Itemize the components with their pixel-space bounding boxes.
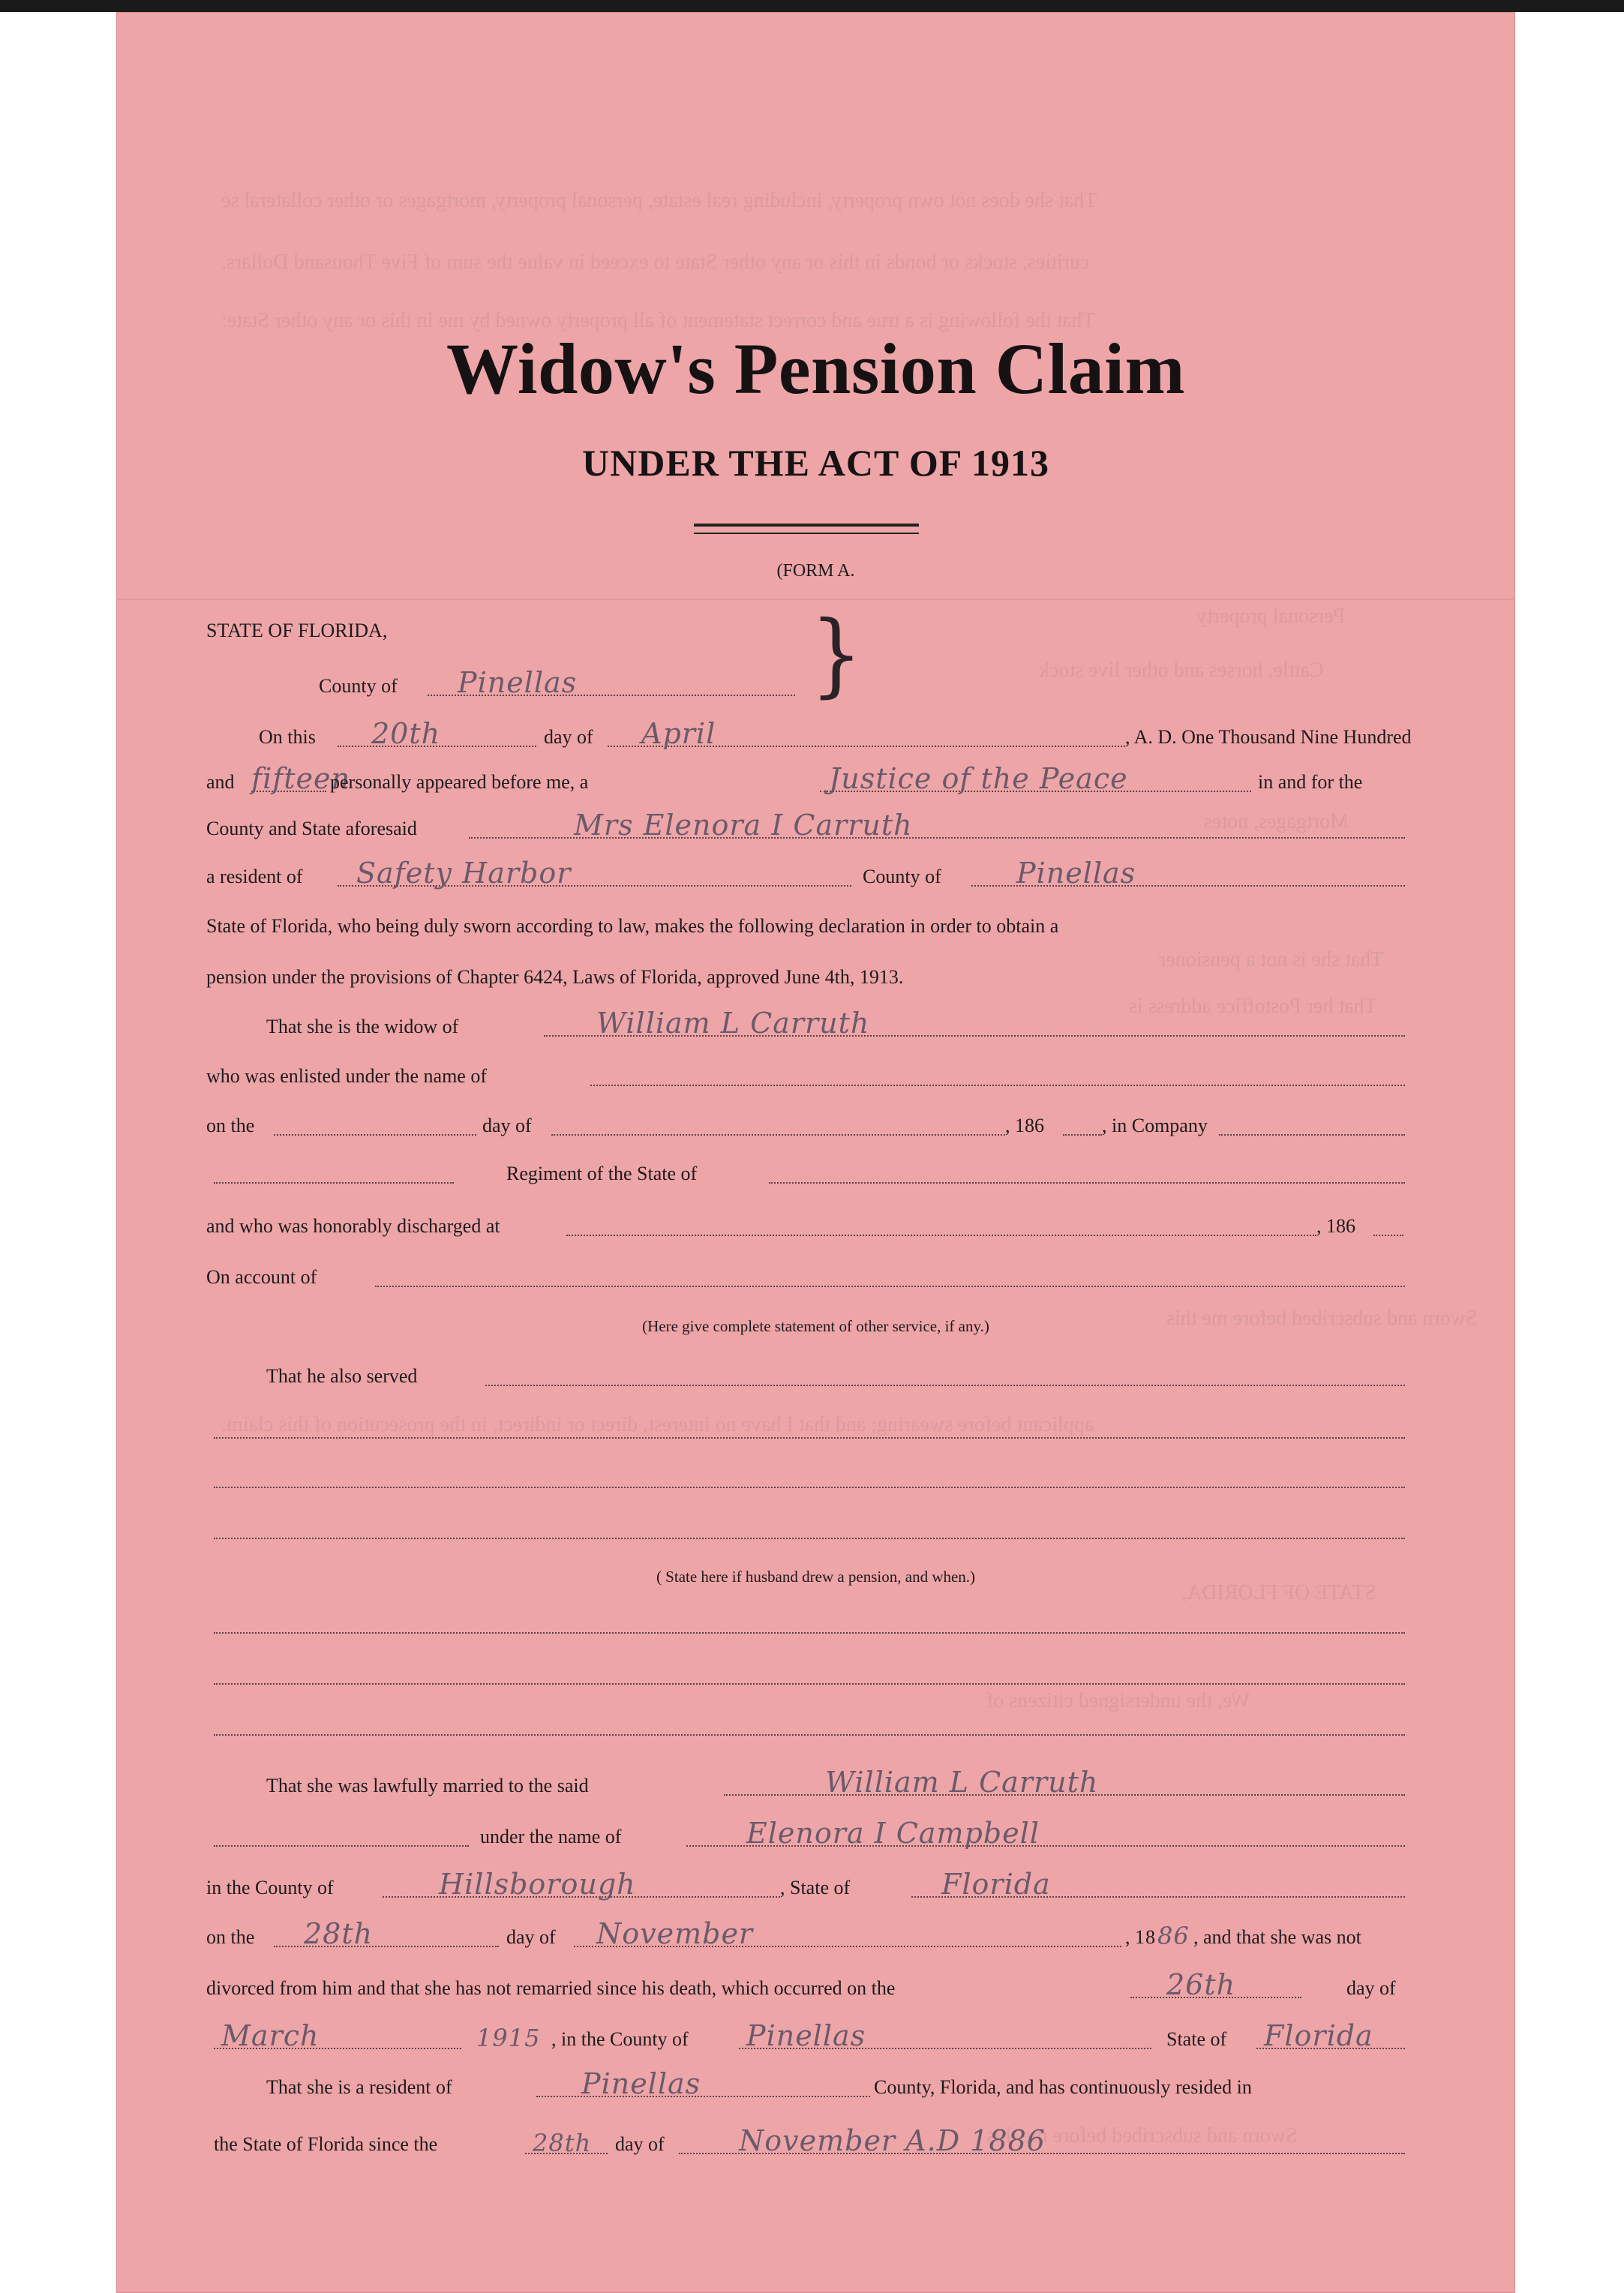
discharged-field[interactable] — [566, 1235, 1316, 1236]
regiment-state-field[interactable] — [769, 1182, 1405, 1184]
year-word-value: fifteen — [251, 762, 351, 795]
blank-field[interactable] — [214, 1487, 1405, 1488]
county-line — [116, 666, 1515, 702]
date-line — [116, 717, 1515, 753]
discharged-label: and who was honorably discharged at — [206, 1215, 500, 1237]
blank-line — [116, 1412, 1515, 1445]
county-label: County of — [319, 675, 398, 697]
declaration-line — [116, 909, 1515, 942]
widow-of-label: That she is the widow of — [266, 1016, 459, 1037]
state-label: STATE OF FLORIDA, — [206, 620, 388, 641]
in-county-label: , in the County of — [551, 2028, 689, 2050]
marriage-state-value: Florida — [941, 1868, 1051, 1901]
widow-of-line — [116, 1007, 1515, 1043]
blank-line — [116, 1607, 1515, 1640]
account-field[interactable] — [375, 1286, 1405, 1287]
bleed-through-text: Sworn and subscribed before me this — [986, 2124, 1298, 2147]
year186b-label: , 186 — [1316, 1215, 1355, 1237]
death-year-value: 1915 — [476, 2024, 541, 2052]
enlisted-line — [116, 1059, 1515, 1092]
residence-line — [116, 857, 1515, 893]
declaration-text: State of Florida, who being duly sworn according to law, makes the following declaration in order to obtain a — [206, 915, 1059, 937]
discharge-year-field[interactable] — [1373, 1235, 1403, 1236]
company-field[interactable] — [1219, 1134, 1405, 1136]
form-label: (FORM A. — [776, 561, 855, 581]
brace-glyph: } — [810, 601, 863, 707]
declaration-line — [116, 960, 1515, 993]
blank-field[interactable] — [214, 1734, 1405, 1736]
day-of-label: day of — [615, 2133, 665, 2155]
bleed-through-text: curities, stocks or bonds in this or any other State to exceed in value the sum of Five Thousand Dollars. — [221, 251, 1090, 274]
enlist-month-field[interactable] — [551, 1134, 1005, 1136]
bleed-through-text: STATE OF FLORIDA, — [1181, 1581, 1376, 1604]
marriage-year-value: 86 — [1157, 1922, 1190, 1950]
in-county-label: in the County of — [206, 1877, 334, 1898]
on-the-label: on the — [206, 1115, 255, 1136]
blank-line — [116, 1709, 1515, 1742]
married-line — [116, 1766, 1515, 1802]
blank-line — [116, 1461, 1515, 1494]
res-county-value: Pinellas — [1016, 857, 1136, 890]
claimant-value: Mrs Elenora I Carruth — [574, 809, 913, 842]
day-value: 20th — [371, 717, 441, 750]
enlist-day-field[interactable] — [274, 1134, 476, 1136]
scan-top-edge — [0, 0, 1624, 12]
also-served-field[interactable] — [485, 1385, 1405, 1386]
death-line — [116, 1968, 1515, 2004]
blank-field[interactable] — [214, 1632, 1405, 1634]
since-day-value: 28th — [533, 2129, 592, 2157]
bleed-through-text: That the following is a true and correct statement of all property owned by me in this or any other State: — [221, 309, 1095, 332]
account-line — [116, 1260, 1515, 1293]
state-of-label: State of — [1166, 2028, 1227, 2050]
title-rule — [694, 533, 919, 534]
enlisted-field[interactable] — [590, 1085, 1405, 1086]
and-label: and — [206, 771, 235, 793]
service-note: (Here give complete statement of other service, if any.) — [642, 1317, 989, 1335]
marriage-year-prefix: , 1 — [1125, 1926, 1145, 1948]
resident-line-label: That she is a resident of — [266, 2076, 452, 2098]
since-date-value: November A.D 1886 — [739, 2124, 1046, 2157]
enlist-date-line — [116, 1109, 1515, 1142]
divorced-text: divorced from him and that she has not remarried since his death, which occurred on the — [206, 1977, 896, 1999]
enlisted-label: who was enlisted under the name of — [206, 1065, 488, 1087]
also-served-label: That he also served — [266, 1365, 418, 1387]
current-residence-line — [116, 2067, 1515, 2103]
bleed-through-text: That her Postoffice address is — [1129, 995, 1377, 1018]
form-title: Widow's Pension Claim — [446, 329, 1185, 409]
marriage-date-line — [116, 1917, 1515, 1953]
bleed-through-text: That she does not own property, including real estate, personal property, mortgages or other collateral se — [221, 189, 1097, 212]
discharged-line — [116, 1209, 1515, 1242]
marriage-month-value: November — [596, 1917, 754, 1950]
maiden-name-value: Elenora I Campbell — [746, 1817, 1040, 1850]
maiden-prefix-field[interactable] — [214, 1845, 469, 1847]
county-state-label: County and State aforesaid — [206, 818, 417, 839]
since-line — [116, 2124, 1515, 2160]
maiden-name-line — [116, 1817, 1515, 1853]
bleed-through-text: That she is not a pensioner — [1159, 948, 1384, 971]
bleed-through-text: Cattle, horses and other live stock — [1039, 659, 1324, 682]
regiment-line — [116, 1157, 1515, 1190]
year186-label: , 186 — [1005, 1115, 1044, 1136]
death-county-value: Pinellas — [746, 2019, 866, 2052]
bleed-through-text: applicant before swearing; and that I have no interest, direct or indirect, in the prosecution of this claim. — [221, 1413, 1094, 1436]
in-and-for-label: in and for the — [1258, 771, 1363, 793]
blank-field[interactable] — [214, 1683, 1405, 1685]
day-of-label: day of — [544, 726, 593, 748]
day-of-label: day of — [506, 1926, 556, 1948]
pension-form-page — [116, 12, 1515, 2293]
year-18-text: 8 — [1145, 1926, 1155, 1948]
blank-field[interactable] — [214, 1538, 1405, 1539]
ad-label: , A. D. One Thousand Nine Hundred — [1125, 726, 1412, 748]
declaration-text: pension under the provisions of Chapter 6424, Laws of Florida, approved June 4th, 1913. — [206, 966, 904, 988]
bleed-through-text: Mortgages, notes — [1204, 810, 1349, 833]
husband-value: William L Carruth — [596, 1007, 870, 1040]
on-account-label: On account of — [206, 1266, 317, 1288]
married-label: That she was lawfully married to the said — [266, 1775, 589, 1796]
residence-value: Safety Harbor — [356, 857, 572, 890]
not-divorced-label: , and that she was not — [1193, 1926, 1361, 1948]
bleed-through-text: Sworn and subscribed before me this — [1166, 1307, 1478, 1330]
month-value: April — [641, 717, 716, 750]
claimant-line — [116, 809, 1515, 845]
blank-line — [116, 1512, 1515, 1545]
form-subtitle: UNDER THE ACT OF 1913 — [582, 442, 1049, 484]
marriage-county-value: Hillsborough — [439, 1868, 636, 1901]
death-state-value: Florida — [1264, 2019, 1373, 2052]
county-value: Pinellas — [458, 666, 578, 699]
officer-value: Justice of the Peace — [829, 762, 1128, 795]
regiment-label: Regiment of the State of — [506, 1163, 698, 1184]
regiment-field[interactable] — [214, 1182, 454, 1184]
personally-label: personally appeared before me, a — [330, 771, 589, 793]
title-rule — [694, 524, 919, 527]
current-county-value: Pinellas — [581, 2067, 701, 2100]
fold-crease — [116, 599, 1515, 600]
appeared-line — [116, 762, 1515, 798]
bleed-through-text: We, the undersigned citizens of — [986, 1689, 1250, 1712]
day-of-label: day of — [482, 1115, 532, 1136]
death-place-line — [116, 2019, 1515, 2055]
in-company-label: , in Company — [1102, 1115, 1208, 1136]
death-month-value: March — [221, 2019, 320, 2052]
on-this-label: On this — [259, 726, 316, 748]
blank-line — [116, 1658, 1515, 1691]
marriage-place-line — [116, 1868, 1515, 1904]
enlist-year-field[interactable] — [1063, 1134, 1102, 1136]
bleed-through-text: Personal property — [1196, 605, 1346, 628]
also-served-line — [116, 1359, 1515, 1392]
marriage-day-value: 28th — [304, 1917, 374, 1950]
on-the-label: on the — [206, 1926, 255, 1948]
blank-field[interactable] — [214, 1437, 1405, 1439]
under-name-label: under the name of — [480, 1826, 622, 1847]
resident-of-label: a resident of — [206, 866, 303, 887]
resident-rest-text: County, Florida, and has continuously resided in — [874, 2076, 1252, 2098]
married-to-value: William L Carruth — [825, 1766, 1099, 1799]
state-of-label: , State of — [780, 1877, 851, 1898]
since-label: the State of Florida since the — [214, 2133, 438, 2155]
county-of-label: County of — [863, 866, 941, 887]
death-day-value: 26th — [1166, 1968, 1236, 2001]
pension-note: ( State here if husband drew a pension, and when.) — [656, 1568, 976, 1586]
day-of-label: day of — [1346, 1977, 1396, 1999]
